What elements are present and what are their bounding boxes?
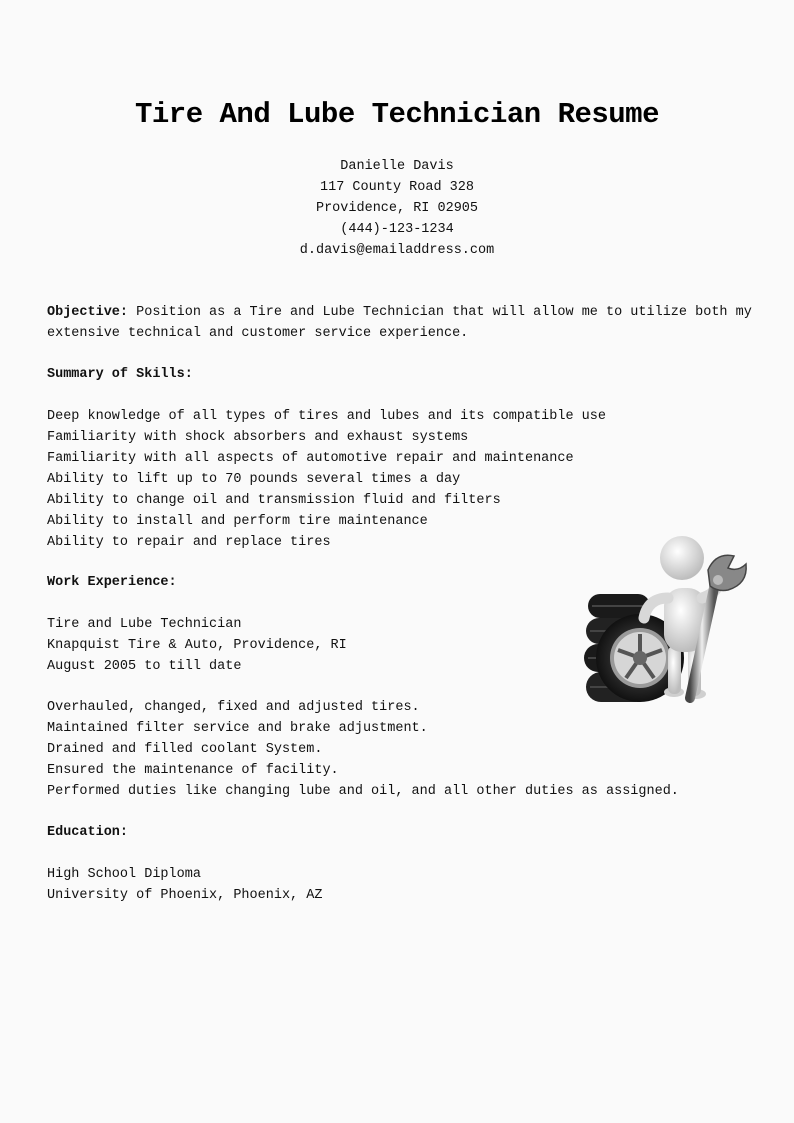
contact-email: d.davis@emailaddress.com [299, 243, 495, 258]
mechanic-tires-illustration [578, 528, 756, 712]
duty-item: Maintained filter service and brake adjustment. [47, 721, 428, 736]
job-dates: August 2005 to till date [47, 659, 242, 674]
education-block [47, 864, 757, 906]
skill-item: Familiarity with shock absorbers and exhaust systems [47, 430, 469, 445]
education-degree: High School Diploma [47, 867, 201, 882]
skills-heading: Summary of Skills: [47, 367, 193, 382]
duty-item: Drained and filled coolant System. [47, 742, 323, 757]
skill-item: Ability to change oil and transmission fluid and filters [47, 493, 501, 508]
job-company: Knapquist Tire & Auto, Providence, RI [47, 638, 347, 653]
skill-item: Ability to install and perform tire maintenance [47, 514, 428, 529]
skill-item: Ability to lift up to 70 pounds several times a day [47, 472, 461, 487]
duty-item: Overhauled, changed, fixed and adjusted tires. [47, 700, 420, 715]
work-heading: Work Experience: [47, 575, 177, 590]
skill-item: Deep knowledge of all types of tires and lubes and its compatible use [47, 409, 606, 424]
skill-item: Ability to repair and replace tires [47, 535, 331, 550]
objective-section [47, 302, 757, 344]
education-school: University of Phoenix, Phoenix, AZ [47, 888, 323, 903]
contact-block [0, 156, 794, 261]
contact-address: 117 County Road 328 [320, 180, 474, 195]
education-heading: Education: [47, 825, 129, 840]
duties-list [47, 697, 757, 802]
skill-item: Familiarity with all aspects of automotive repair and maintenance [47, 451, 574, 466]
duty-item: Ensured the maintenance of facility. [47, 763, 339, 778]
contact-phone: (444)-123-1234 [340, 222, 454, 237]
job-title: Tire and Lube Technician [47, 617, 242, 632]
contact-city: Providence, RI 02905 [315, 201, 479, 216]
objective-label: Objective: [47, 305, 129, 320]
duty-item: Performed duties like changing lube and oil, and all other duties as assigned. [47, 784, 679, 799]
objective-text: Position as a Tire and Lube Technician that will allow me to utilize both my extensive technical and customer service experience. [47, 305, 752, 341]
contact-name: Danielle Davis [340, 159, 454, 174]
page-title: Tire And Lube Technician Resume [135, 98, 659, 131]
